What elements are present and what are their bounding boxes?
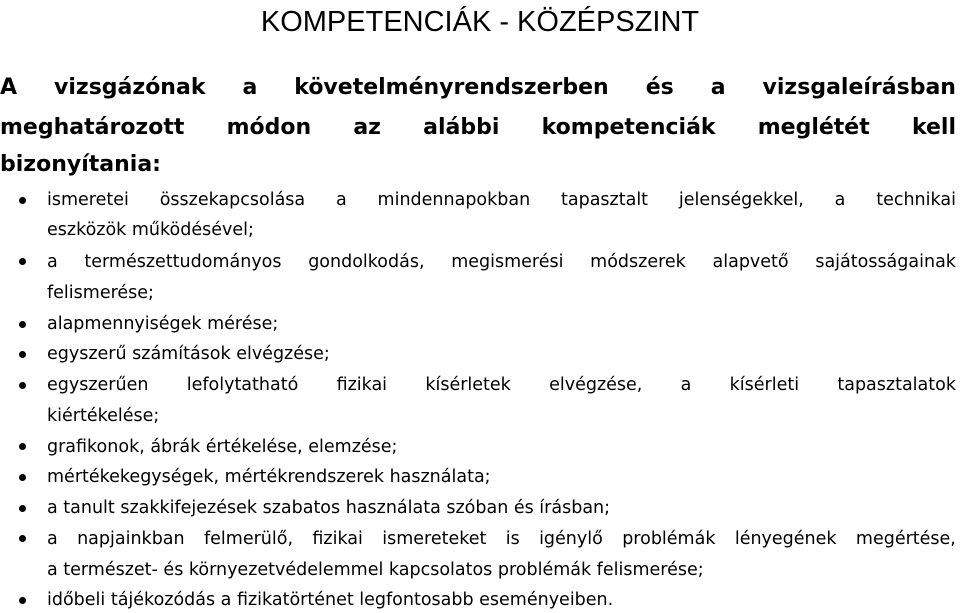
bullet-dot (19, 597, 26, 604)
bullet-line (47, 188, 956, 212)
bullet-line: grafikonok, ábrák értékelése, elemzése; (47, 437, 398, 457)
bullet-dot (19, 258, 26, 265)
intro-word: módon (226, 115, 312, 140)
bullet-word: gondolkodás, (308, 252, 425, 272)
intro-word: meghatározott (0, 115, 185, 140)
bullet-dot (19, 321, 26, 328)
bullet-line: a természet- és környezetvédelemmel kapcsolatos problémák felismerése; (47, 560, 704, 580)
bullet-word: alapvető (712, 252, 789, 272)
bullet-word: összekapcsolása (159, 190, 306, 210)
intro-word: alábbi (423, 115, 500, 140)
bullet-word: elvégzése, (549, 375, 643, 395)
intro-line-1 (0, 73, 956, 103)
intro-word: és (645, 75, 674, 100)
bullet-word: kísérletek (425, 375, 511, 395)
bullet-line (47, 250, 956, 274)
bullet-word: egyszerűen (47, 375, 149, 395)
intro-word: meglétét (757, 115, 870, 140)
bullet-dot (19, 351, 26, 358)
bullet-word: lényegének (734, 529, 837, 549)
bullet-line: egyszerű számítások elvégzése; (47, 344, 330, 364)
bullet-line: mértékekegységek, mértékrendszerek használata; (47, 467, 491, 487)
bullet-dot (19, 474, 26, 481)
bullet-word: lefolytatható (186, 375, 299, 395)
bullet-line: időbeli tájékozódás a fizikatörténet legfontosabb eseményeiben. (47, 590, 614, 610)
bullet-word: jelenségekkel, (678, 190, 804, 210)
bullet-word: ismeretei (47, 190, 129, 210)
bullet-word: ismereteket (382, 529, 487, 549)
intro-word: kell (911, 115, 956, 140)
bullet-dot (19, 197, 26, 204)
bullet-line: a tanult szakkifejezések szabatos használata szóban és írásban; (47, 498, 611, 518)
bullet-word: természettudományos (84, 252, 282, 272)
intro-line-3: bizonyítania: (0, 152, 161, 177)
bullet-line (47, 373, 956, 397)
bullet-line: eszközök működésével; (47, 220, 254, 240)
bullet-word: tapasztalt (561, 190, 649, 210)
bullet-word: a (47, 252, 58, 272)
bullet-word: kísérleti (729, 375, 800, 395)
bullet-word: a (680, 375, 692, 395)
bullet-word: megértése, (855, 529, 956, 549)
bullet-word: a (47, 529, 58, 549)
intro-line-2 (0, 113, 956, 143)
intro-word: a (710, 75, 726, 100)
bullet-word: fizikai (336, 375, 388, 395)
bullet-word: technikai (876, 190, 956, 210)
bullet-word: igénylő (539, 529, 603, 549)
intro-word: vizsgaleírásban (762, 75, 956, 100)
bullet-word: felmerülő, (203, 529, 294, 549)
bullet-word: tapasztalatok (837, 375, 956, 395)
bullet-word: megismerési (451, 252, 564, 272)
bullet-dot (19, 382, 26, 389)
bullet-dot (19, 505, 26, 512)
bullet-word: problémák (622, 529, 716, 549)
intro-word: a (242, 75, 258, 100)
intro-word: vizsgázónak (54, 75, 206, 100)
bullet-word: mindennapokban (377, 190, 531, 210)
bullet-line (47, 527, 956, 551)
bullet-word: is (505, 529, 520, 549)
bullet-dot (19, 535, 26, 542)
intro-word: követelményrendszerben (294, 75, 609, 100)
bullet-word: napjainkban (77, 529, 185, 549)
bullet-dot (19, 443, 26, 450)
page-title: KOMPETENCIÁK - KÖZÉPSZINT (260, 6, 700, 38)
bullet-line: alapmennyiségek mérése; (47, 314, 279, 334)
bullet-word: sajátosságainak (815, 252, 956, 272)
bullet-line: kiértékelése; (47, 406, 160, 426)
bullet-word: fizikai (312, 529, 363, 549)
bullet-word: módszerek (590, 252, 686, 272)
bullet-word: a (834, 190, 846, 210)
intro-word: az (353, 115, 381, 140)
intro-word: A (0, 75, 18, 100)
intro-word: kompetenciák (541, 115, 716, 140)
bullet-line: felismerése; (47, 283, 154, 303)
bullet-word: a (335, 190, 347, 210)
